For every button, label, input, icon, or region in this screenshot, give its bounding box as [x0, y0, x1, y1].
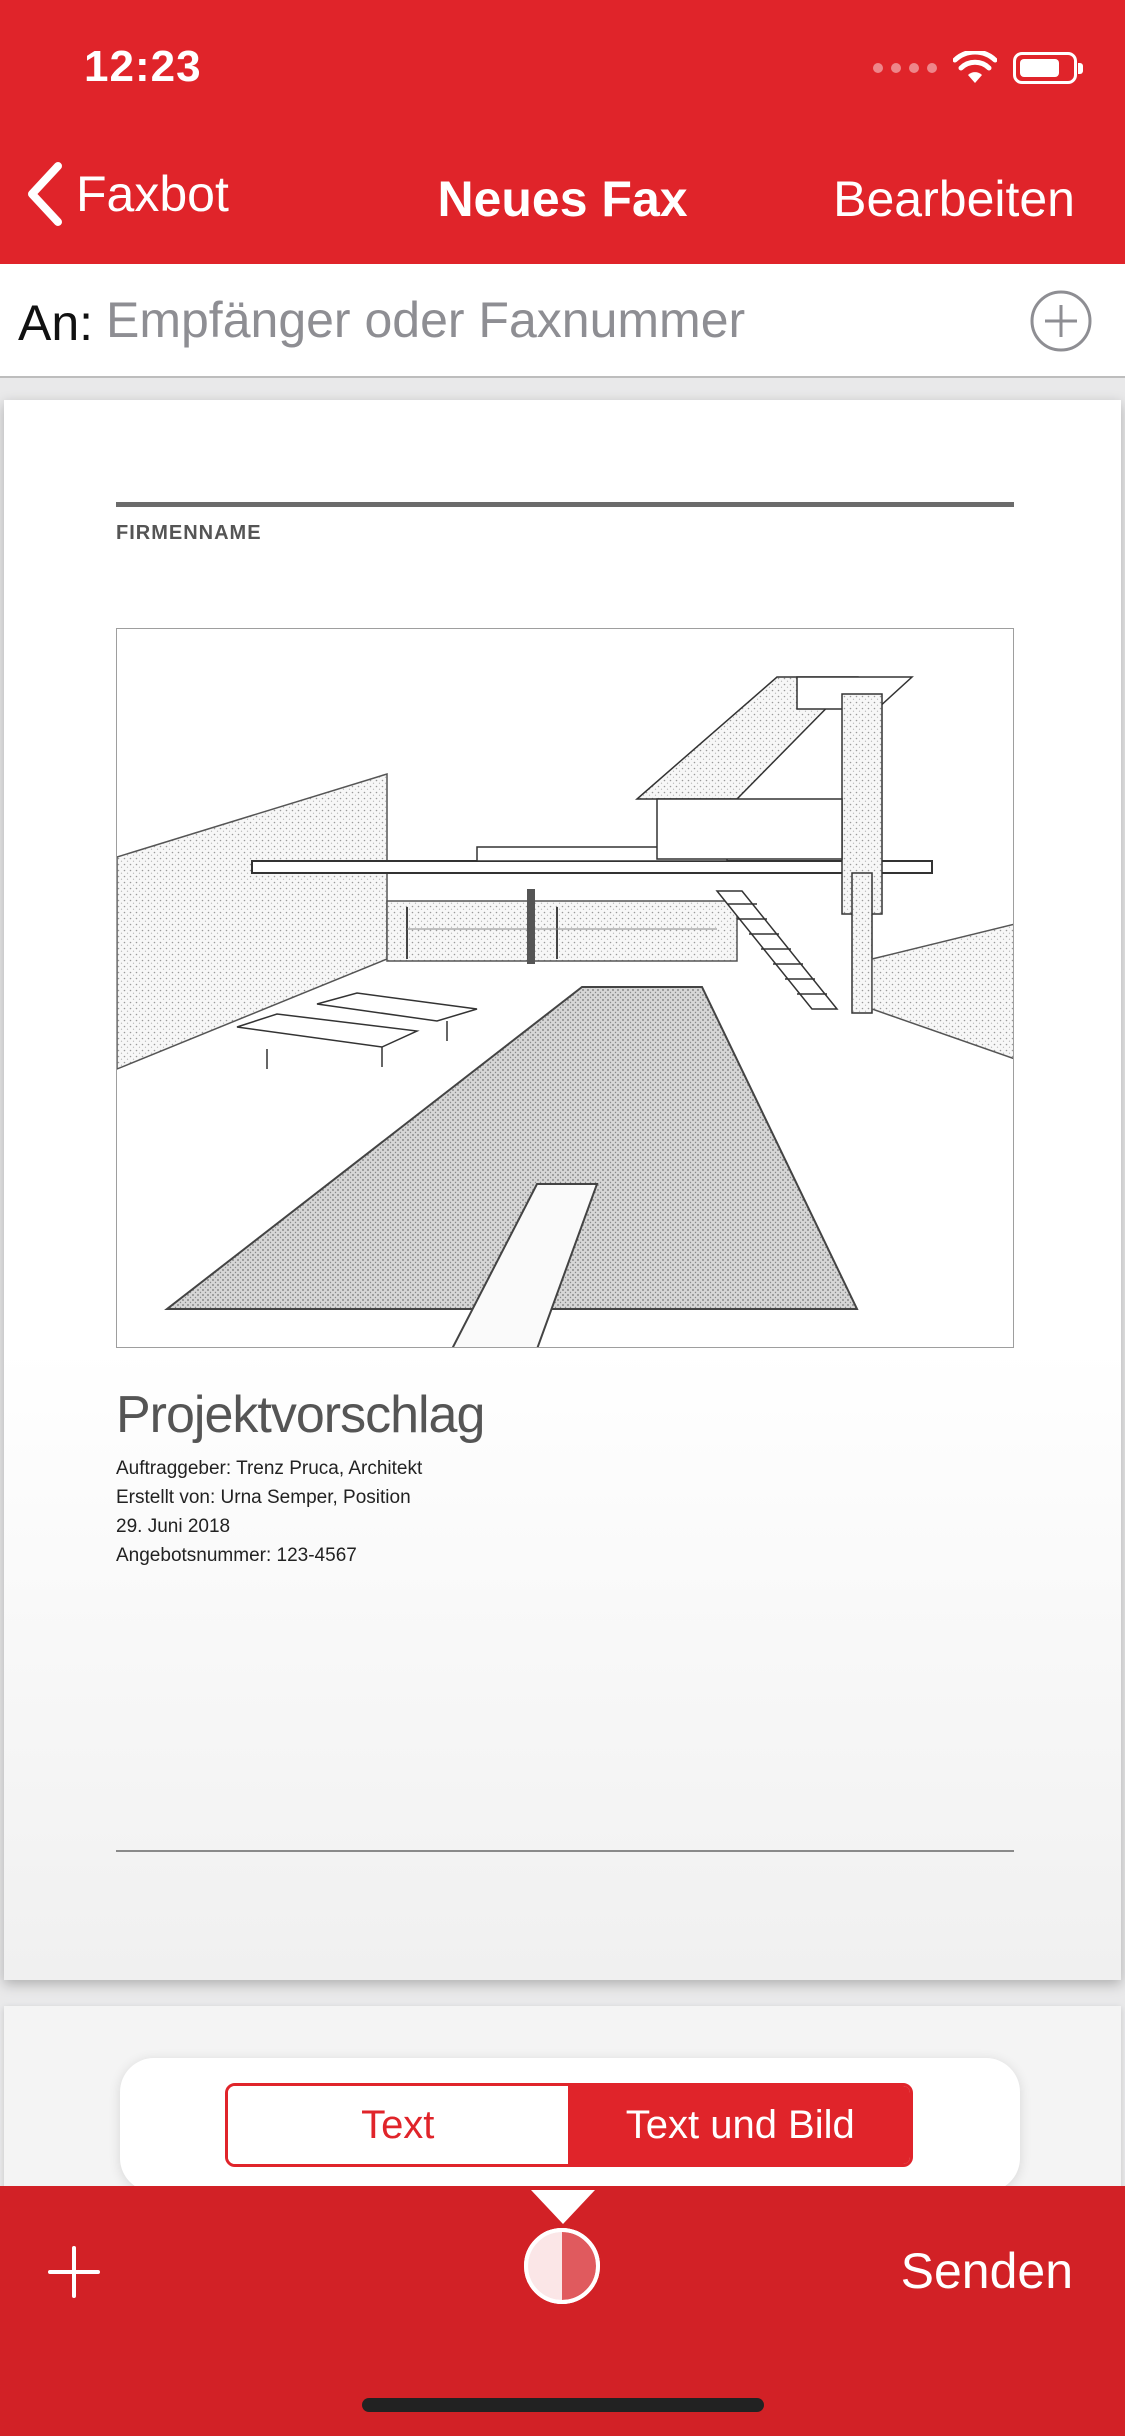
popup-arrow: [531, 2190, 595, 2224]
chevron-left-icon: [24, 160, 64, 228]
document-line: Erstellt von: Urna Semper, Position: [116, 1487, 411, 1508]
company-name: FIRMENNAME: [116, 522, 262, 544]
send-button[interactable]: Senden: [900, 2243, 1073, 2299]
navigation-header: [0, 0, 1125, 264]
back-button[interactable]: [24, 160, 229, 228]
edit-button[interactable]: Bearbeiten: [833, 171, 1075, 227]
header-rule: [116, 502, 1014, 507]
status-time: 12:23: [84, 42, 202, 91]
mode-text-option[interactable]: Text: [228, 2086, 571, 2164]
page-title: Neues Fax: [437, 171, 688, 227]
cellular-signal-icon: [873, 63, 937, 73]
document-line: Angebotsnummer: 123-4567: [116, 1545, 357, 1566]
recipient-row: [0, 264, 1125, 378]
recipient-input[interactable]: [106, 288, 1006, 352]
recipient-label: An:: [18, 295, 94, 351]
status-icons: [873, 48, 1077, 88]
document-line: Auftraggeber: Trenz Pruca, Architekt: [116, 1458, 423, 1479]
footer-rule: [116, 1850, 1014, 1852]
fax-page-preview[interactable]: [4, 400, 1121, 1980]
back-button-label: Faxbot: [76, 166, 229, 222]
add-recipient-button[interactable]: [1029, 289, 1093, 353]
document-line: 29. Juni 2018: [116, 1516, 231, 1537]
mode-text-image-option[interactable]: Text und Bild: [571, 2086, 911, 2164]
add-page-button[interactable]: [44, 2242, 104, 2302]
home-indicator[interactable]: [362, 2398, 764, 2412]
battery-level: [1020, 59, 1059, 77]
architecture-sketch-image: [116, 628, 1014, 1348]
document-title: Projektvorschlag: [116, 1386, 485, 1444]
contrast-icon[interactable]: [522, 2226, 602, 2306]
mode-selector-popup: [120, 2058, 1020, 2192]
battery-icon: [1013, 52, 1077, 84]
mode-segmented-control: [225, 2083, 913, 2167]
wifi-icon: [953, 51, 997, 85]
